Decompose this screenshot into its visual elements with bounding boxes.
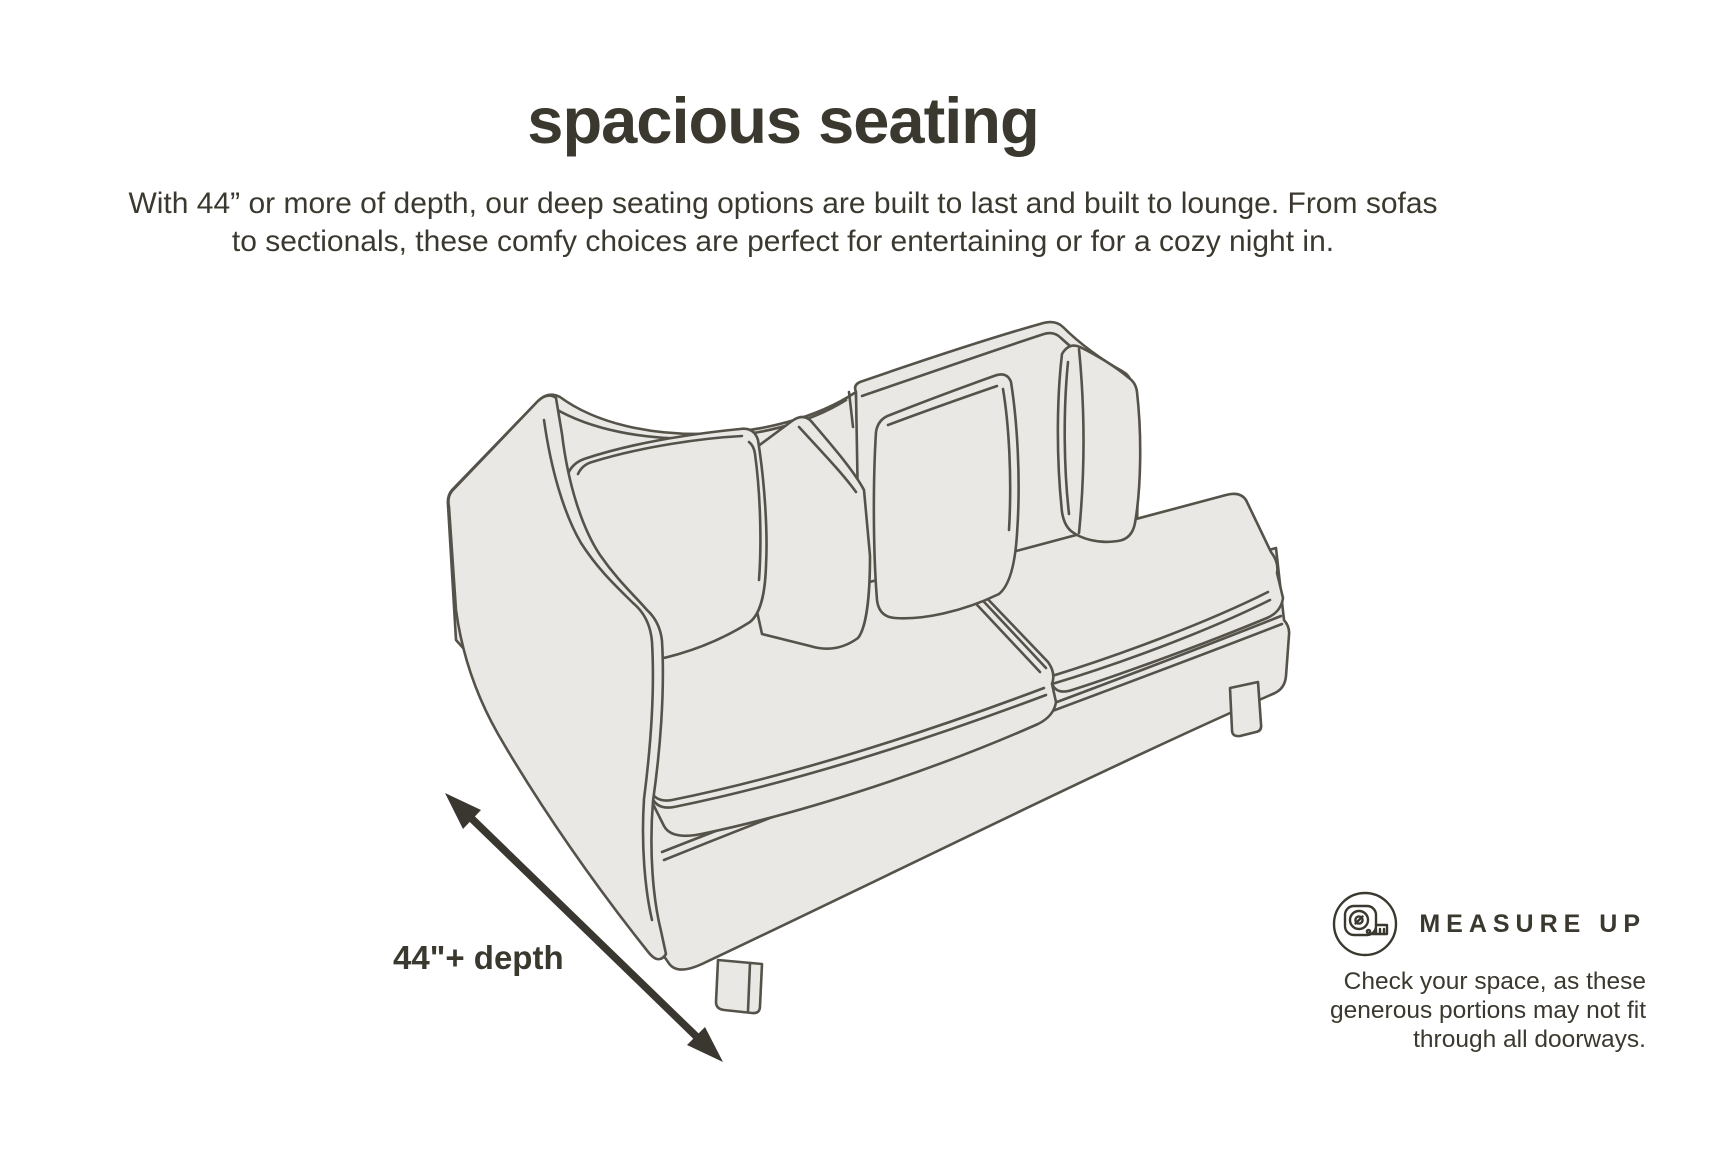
intro-text: With 44” or more of depth, our deep seating options are built to last and built to lounge. From sofas to sectionals, these comfy choices are perfect for entertaining or for a cozy night in. [128,187,1438,258]
page-title: spacious seating [527,84,1039,157]
measure-up-header-row [1246,890,1646,958]
measure-up-caption: Check your space, as these generous portions may not fit through all doorways. [1330,968,1646,1053]
depth-dimension-label: 44"+ depth [393,939,564,976]
tape-measure-icon [1331,890,1399,958]
measure-up-heading: MEASURE UP [1419,909,1646,938]
measure-up-block [1246,890,1646,1054]
